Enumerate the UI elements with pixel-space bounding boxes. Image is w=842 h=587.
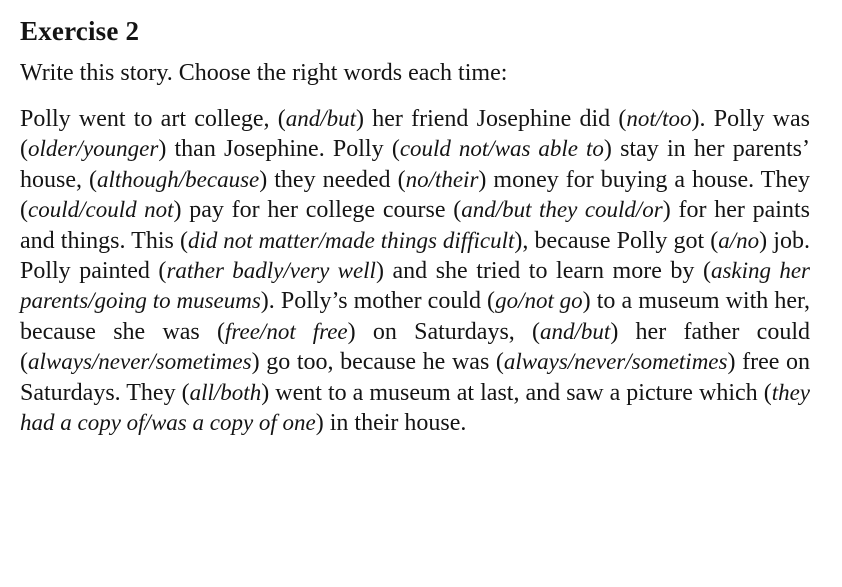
story-text: ) go too, because he was ( (251, 349, 504, 376)
word-choice: did not matter/made things difficult (188, 227, 515, 253)
word-choice: no/their (405, 166, 479, 192)
story-text: ) for her paints and things. This ( (20, 197, 810, 254)
exercise-page (20, 14, 810, 438)
word-choice: rather badly/very well (166, 258, 376, 284)
story-text: ) job. Polly painted ( (20, 227, 810, 285)
story-text: ) money for buying a house. They ( (20, 166, 810, 224)
word-choice: although/because (97, 166, 260, 192)
story-text: ) they needed ( (259, 166, 406, 193)
story-text: ), because Polly got ( (514, 227, 719, 254)
story-text: ) went to a museum at last, and saw a picture which ( (261, 379, 772, 406)
exercise-title: Exercise 2 (20, 16, 140, 46)
story-text: ) in their house. (315, 410, 467, 437)
story-text: ). Polly was ( (20, 106, 810, 163)
exercise-instruction: Write this story. Choose the right words each time: (20, 60, 508, 86)
story-paragraph (20, 104, 810, 438)
word-choice: they had a copy of/was a copy of one (20, 379, 810, 436)
word-choice: and/but they could/or (461, 197, 663, 223)
story-text: ) and she tried to learn more by ( (375, 258, 711, 285)
word-choice: always/never/sometimes (503, 349, 728, 375)
word-choice: could/could not (28, 197, 174, 223)
word-choice: free/not free (225, 318, 348, 344)
story-text: ) her father could ( (20, 318, 810, 376)
story-text: ) than Josephine. Polly ( (158, 136, 400, 163)
word-choice: all/both (189, 379, 262, 405)
story-text: ) pay for her college course ( (173, 197, 462, 224)
word-choice: go/not go (495, 288, 583, 314)
story-text: ) to a museum with her, because she was ( (20, 288, 811, 345)
word-choice: and/but (540, 318, 611, 344)
story-text: ). Polly’s mother could ( (260, 288, 496, 315)
story-text: ) free on Saturdays. They ( (20, 349, 811, 406)
word-choice: a/no (718, 227, 760, 253)
word-choice: could not/was able to (399, 136, 604, 162)
word-choice: and/but (285, 106, 356, 131)
story-text: ) her friend Josephine did ( (356, 106, 627, 132)
story-text: ) stay in her parents’ house, ( (20, 136, 810, 193)
story-text: ) on Saturdays, ( (347, 318, 541, 345)
word-choice: not/too (626, 106, 692, 131)
word-choice: always/never/sometimes (28, 349, 252, 375)
word-choice: asking her parents/going to museums (20, 258, 810, 314)
word-choice: older/younger (28, 136, 159, 162)
story-text: Polly went to art college, ( (20, 106, 286, 132)
